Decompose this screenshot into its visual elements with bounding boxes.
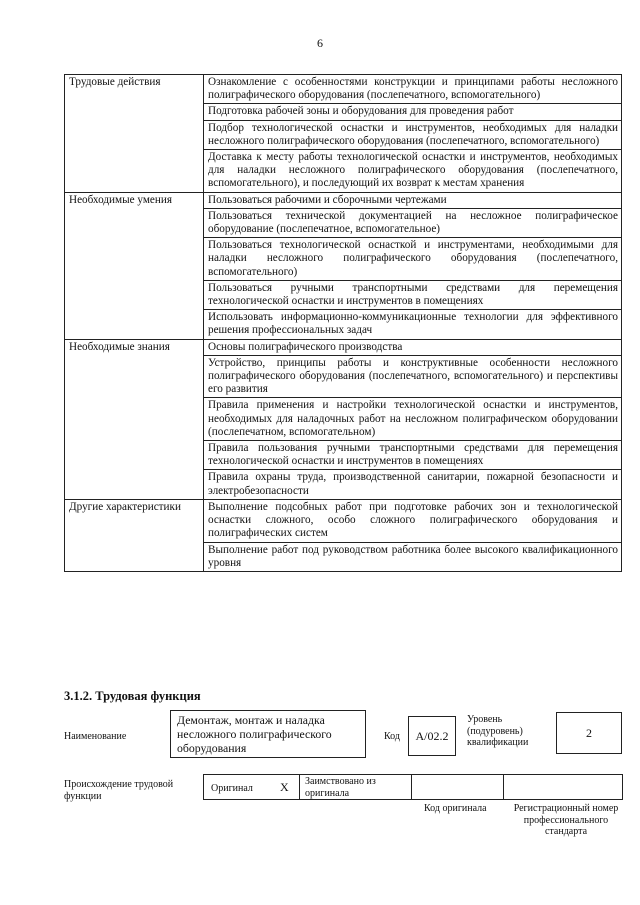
category-cell: Трудовые действия — [65, 75, 204, 193]
section-title: 3.1.2. Трудовая функция — [64, 689, 201, 703]
code-original-label: Код оригинала — [424, 803, 487, 814]
description-cell: Выполнение подсобных работ при подготовке рабочих зон и технологической оснастки сложного, особо сложного полиграфического оборудования и полиграфических систем — [204, 499, 622, 542]
labor-function-table — [64, 74, 622, 572]
origin-label: Происхождение трудовой функции — [64, 779, 174, 802]
description-cell: Пользоваться рабочими и сборочными чертежами — [204, 192, 622, 208]
name-value: Демонтаж, монтаж и наладка несложного полиграфического оборудования — [177, 713, 332, 755]
name-value-box — [170, 710, 366, 758]
code-value: A/02.2 — [415, 729, 449, 743]
original-mark: X — [280, 780, 289, 794]
description-cell: Правила пользования ручными транспортными средствами для перемещения технологической оснастки и инструментов в помещениях — [204, 441, 622, 470]
level-value: 2 — [586, 726, 592, 740]
origin-box — [203, 774, 623, 800]
borrowed-label: Заимствовано из оригинала — [305, 776, 376, 799]
category-cell: Необходимые знания — [65, 339, 204, 499]
description-cell: Пользоваться ручными транспортными средствами для перемещения технологической оснастки и инструментов в помещениях — [204, 280, 622, 309]
description-cell: Пользоваться технической документацией на несложное полиграфическое оборудование (послепечатное, вспомогательное) — [204, 208, 622, 237]
description-cell: Основы полиграфического производства — [204, 339, 622, 355]
description-cell: Выполнение работ под руководством работника более высокого квалификационного уровня — [204, 542, 622, 571]
description-cell: Пользоваться технологической оснасткой и инструментами, необходимыми для наладки несложного полиграфического оборудования (послепечатного, вспомогательного) — [204, 238, 622, 281]
code-value-box — [408, 716, 456, 756]
table-row — [65, 499, 622, 542]
name-label: Наименование — [64, 731, 127, 742]
description-cell: Устройство, принципы работы и конструктивные особенности несложного полиграфического оборудования (послепечатного, вспомогательного) и перспективы его развития — [204, 355, 622, 398]
table-row — [65, 339, 622, 355]
description-cell: Ознакомление с особенностями конструкции и принципами работы несложного полиграфического оборудования (послепечатного, вспомогательного) — [204, 75, 622, 104]
description-cell: Использовать информационно-коммуникационные технологии для эффективного решения профессиональных задач — [204, 310, 622, 339]
description-cell: Доставка к месту работы технологической оснастки и инструментов, необходимых для наладки несложного полиграфического оборудования (послепечатного, вспомогательного), и последующий их возврат к местам хранения — [204, 150, 622, 193]
level-label: Уровень (подуровень) квалификации — [467, 714, 529, 748]
table-row — [65, 75, 622, 104]
code-label: Код — [384, 731, 400, 742]
level-value-box — [556, 712, 622, 754]
description-cell: Правила применения и настройки технологической оснастки и инструментов, необходимых для наладочных работ на несложном полиграфическом оборудовании (послепечатном, вспомогательном) — [204, 398, 622, 441]
table-row — [65, 192, 622, 208]
category-cell: Другие характеристики — [65, 499, 204, 571]
description-cell: Подбор технологической оснастки и инструментов, необходимых для наладки несложного полиграфического оборудования (послепечатного, вспомогательного) — [204, 120, 622, 149]
page-number: 6 — [317, 36, 323, 50]
reg-number-label: Регистрационный номер профессионального стандарта — [513, 803, 619, 837]
category-cell: Необходимые умения — [65, 192, 204, 339]
original-label: Оригинал — [211, 783, 253, 794]
description-cell: Подготовка рабочей зоны и оборудования для проведения работ — [204, 104, 622, 120]
description-cell: Правила охраны труда, производственной санитарии, пожарной безопасности и электробезопасности — [204, 470, 622, 499]
